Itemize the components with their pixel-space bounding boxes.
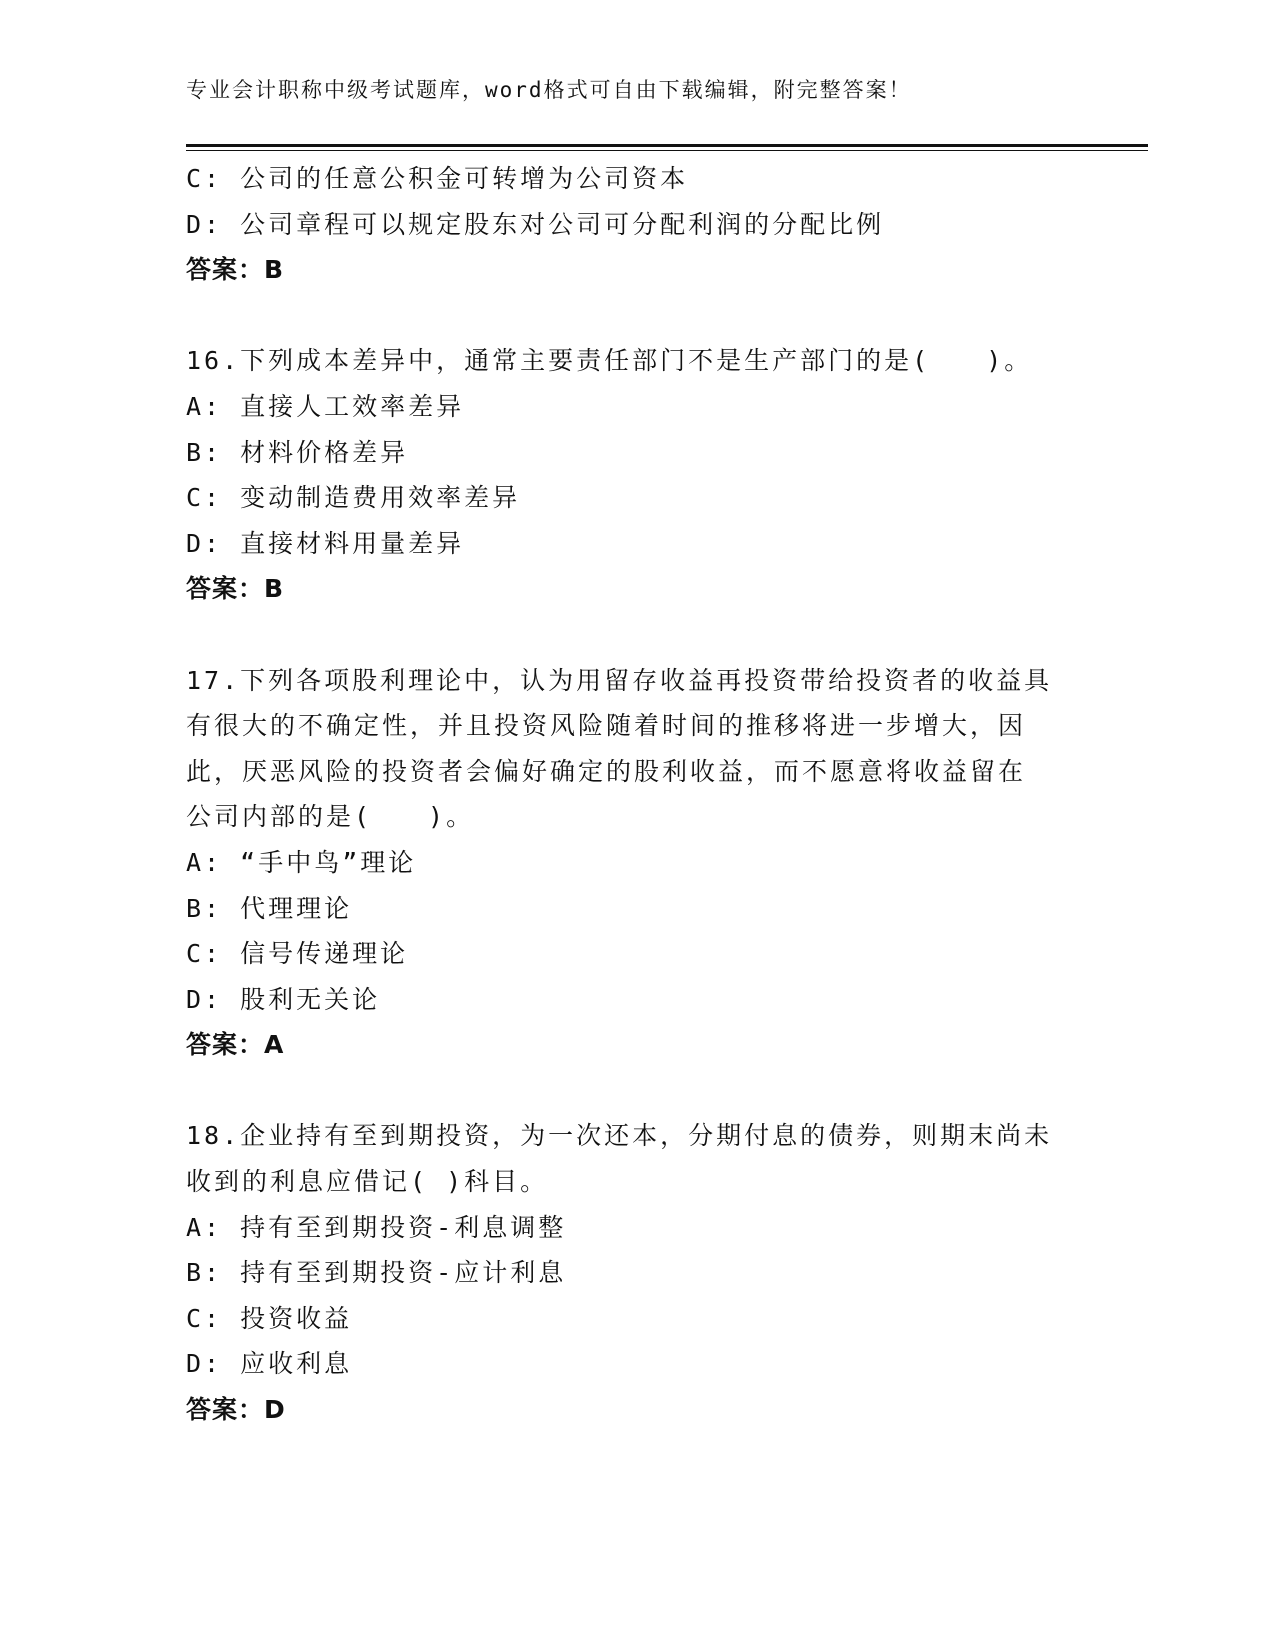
option-text: 股利无关论 [240, 984, 381, 1014]
answer: 答案：B [186, 574, 285, 604]
question-18 [186, 1113, 1086, 1432]
option-label: D: [186, 209, 223, 239]
header-rule-thick [186, 144, 1148, 147]
question-text-line-4: 公司内部的是( )。 [186, 802, 475, 832]
option-label: A: [186, 391, 223, 421]
option-b [186, 1250, 1086, 1296]
answer: 答案：A [186, 1030, 285, 1060]
option-a [186, 1205, 1086, 1251]
option-text: 代理理论 [240, 893, 353, 923]
question-text-line-1: 17.下列各项股利理论中，认为用留存收益再投资带给投资者的收益具 [186, 665, 1053, 695]
option-text: “手中鸟”理论 [240, 847, 417, 877]
question-16 [186, 338, 1086, 612]
option-label: D: [186, 528, 223, 558]
question-text: 16.下列成本差异中，通常主要责任部门不是生产部门的是( )。 [186, 346, 1033, 376]
option-text: 直接人工效率差异 [240, 391, 465, 421]
option-label: C: [186, 483, 223, 513]
option-label: B: [186, 437, 223, 467]
option-label: C: [186, 164, 223, 193]
option-label: A: [186, 1212, 223, 1242]
option-d [186, 1341, 1086, 1387]
option-text: 应收利息 [240, 1349, 353, 1379]
option-label: B: [186, 893, 223, 923]
option-label: C: [186, 1303, 223, 1333]
answer: 答案：B [186, 255, 285, 285]
option-a [186, 840, 1086, 886]
option-label: C: [186, 939, 223, 969]
option-text: 持有至到期投资-利息调整 [240, 1212, 567, 1242]
option-b [186, 886, 1086, 932]
option-c [186, 156, 1086, 202]
option-label: D: [186, 984, 223, 1014]
question-text-line-2: 收到的利息应借记( )科目。 [186, 1167, 549, 1197]
header-rule-thin [186, 150, 1148, 151]
option-a [186, 384, 1086, 430]
option-text: 公司的任意公积金可转增为公司资本 [240, 164, 689, 193]
option-c [186, 931, 1086, 977]
continued-question [186, 156, 1086, 293]
option-d [186, 521, 1086, 567]
option-b [186, 430, 1086, 476]
page-header: 专业会计职称中级考试题库，word格式可自由下载编辑，附完整答案！ [186, 78, 912, 102]
content-area [186, 156, 1086, 1433]
option-c [186, 475, 1086, 521]
question-17 [186, 658, 1086, 1068]
option-text: 信号传递理论 [240, 939, 409, 969]
option-text: 公司章程可以规定股东对公司可分配利润的分配比例 [240, 209, 885, 239]
option-text: 持有至到期投资-应计利息 [240, 1258, 567, 1288]
option-d [186, 202, 1086, 248]
option-label: A: [186, 847, 223, 877]
option-d [186, 977, 1086, 1023]
question-text-line-3: 此，厌恶风险的投资者会偏好确定的股利收益，而不愿意将收益留在 [186, 756, 1027, 786]
option-text: 直接材料用量差异 [240, 528, 465, 558]
question-text-line-1: 18.企业持有至到期投资，为一次还本，分期付息的债券，则期末尚未 [186, 1121, 1053, 1151]
option-label: B: [186, 1258, 223, 1288]
question-text-line-2: 有很大的不确定性，并且投资风险随着时间的推移将进一步增大，因 [186, 711, 1027, 741]
option-c [186, 1296, 1086, 1342]
option-label: D: [186, 1349, 223, 1379]
option-text: 材料价格差异 [240, 437, 409, 467]
option-text: 变动制造费用效率差异 [240, 483, 521, 513]
option-text: 投资收益 [240, 1303, 353, 1333]
answer: 答案：D [186, 1395, 286, 1425]
